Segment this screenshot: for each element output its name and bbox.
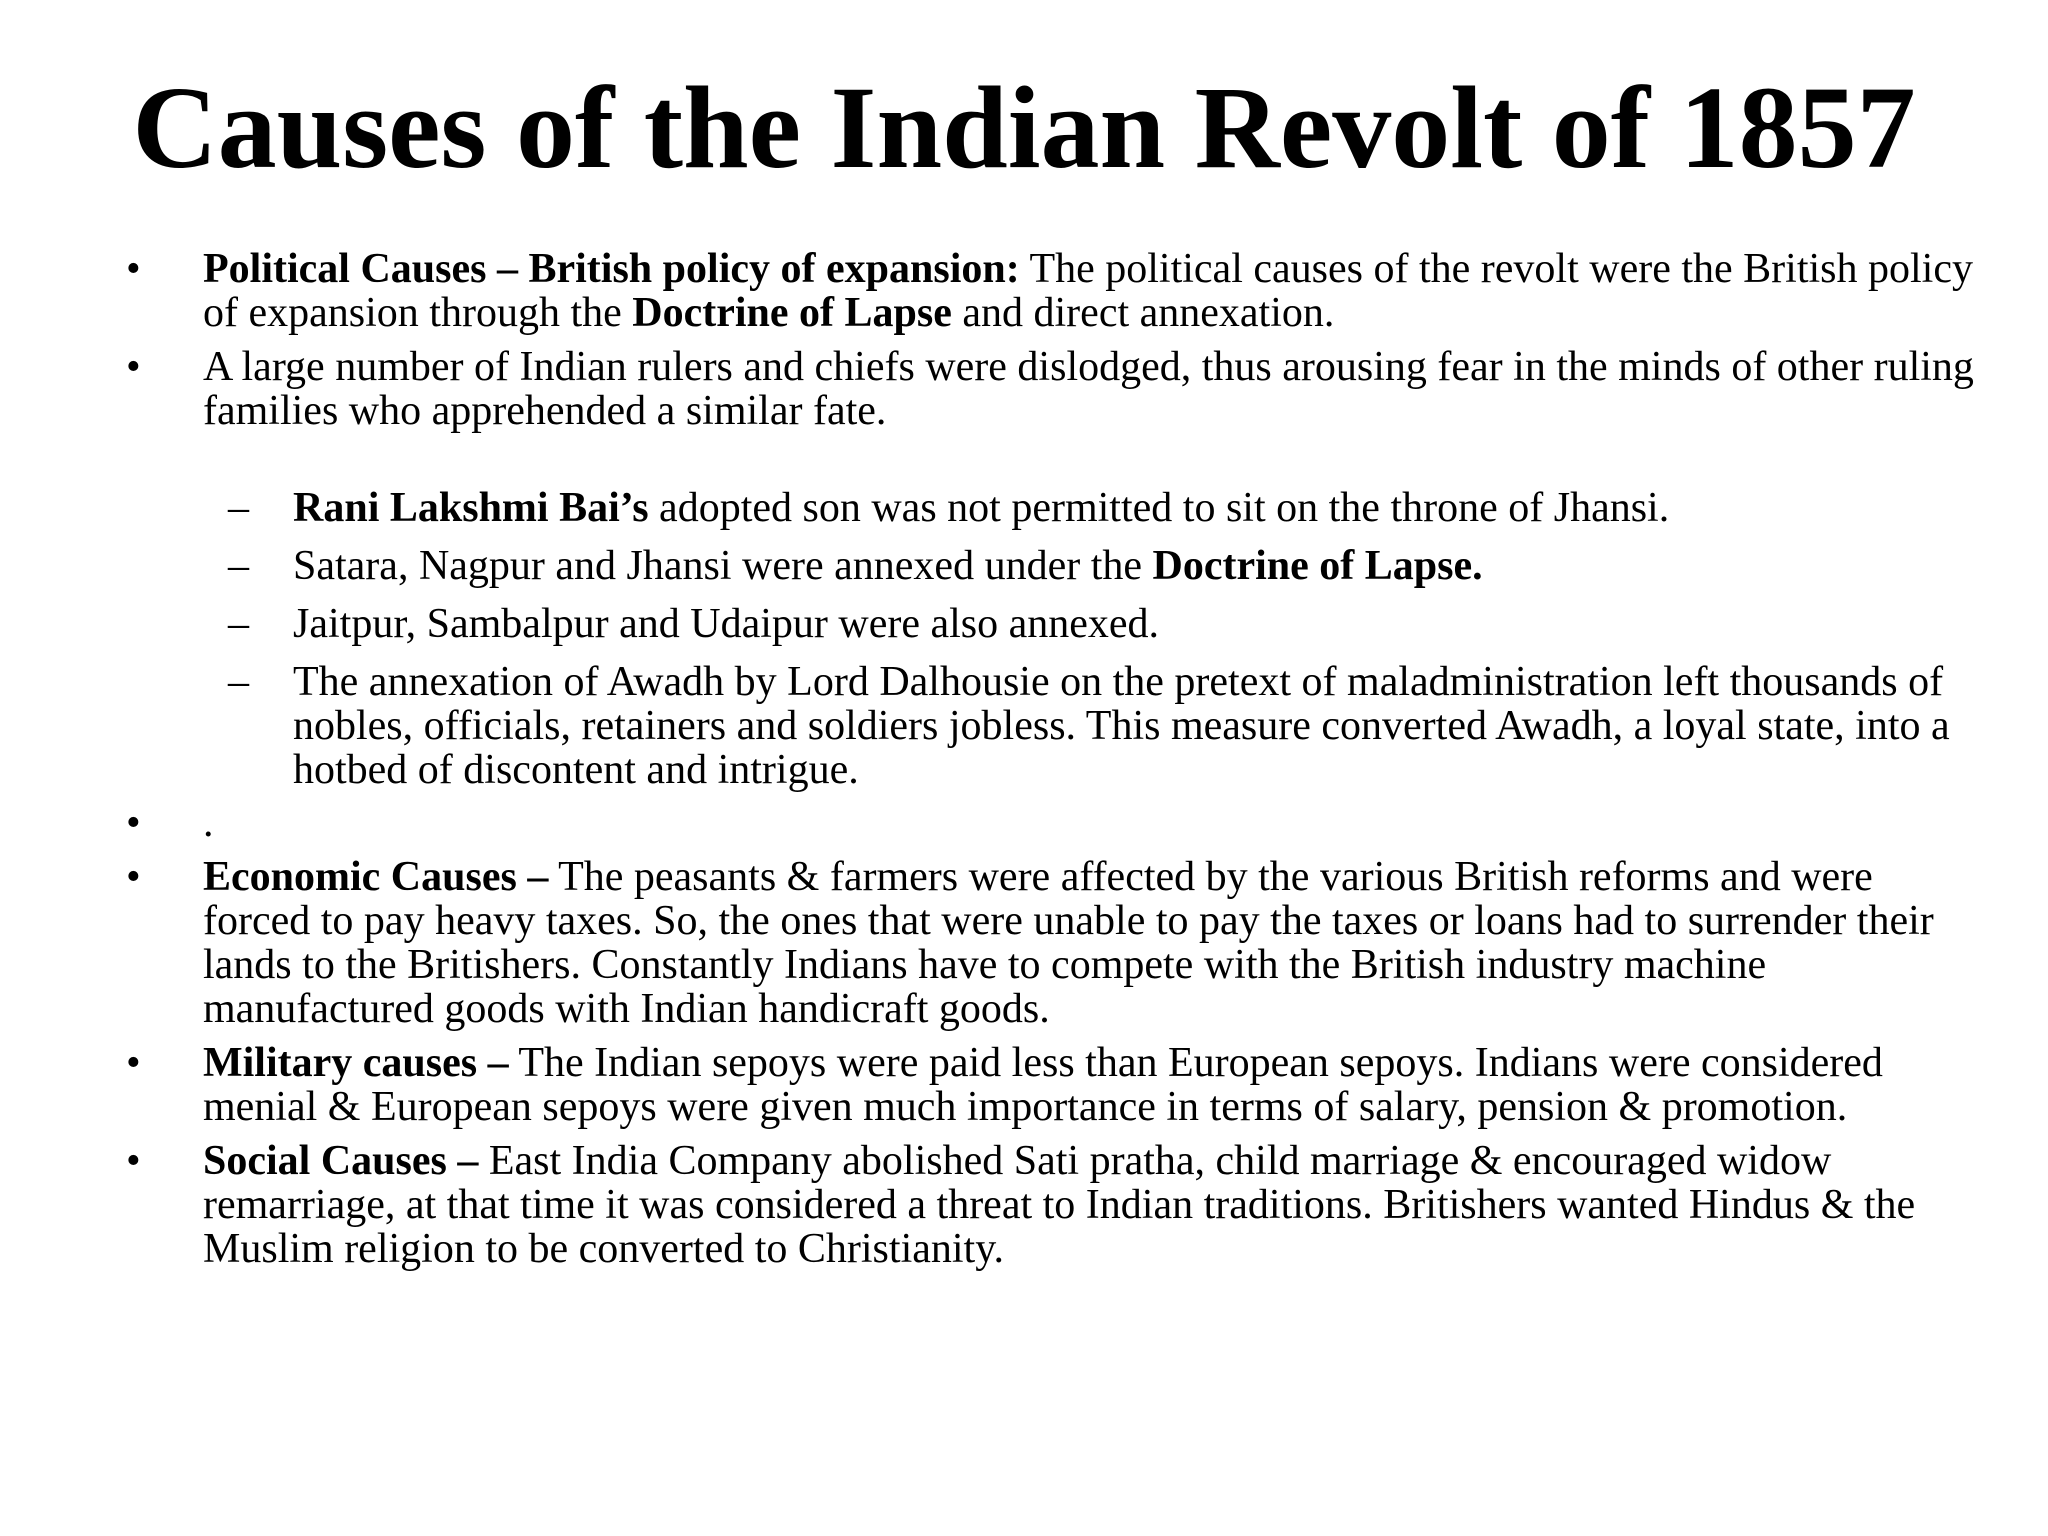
bullet-emphasis: Doctrine of Lapse <box>632 290 952 336</box>
dash-marker: – <box>228 659 249 705</box>
slide-body <box>0 247 2048 1271</box>
sub-item-awadh <box>0 660 2048 792</box>
dash-marker: – <box>228 543 249 589</box>
bullet-item-social <box>0 1139 2048 1271</box>
bullet-dot: • <box>126 1138 141 1184</box>
sub-item-text: The annexation of Awadh by Lord Dalhousie on the pretext of maladministration left thousands of nobles, officials, retainers and soldiers jobless. This measure converted Awadh, a loyal state, into a hotbed of discontent and intrigue. <box>293 659 1950 793</box>
bullet-item-military <box>0 1041 2048 1129</box>
sub-item-jaitpur <box>0 602 2048 646</box>
bullet-text: A large number of Indian rulers and chiefs were dislodged, thus arousing fear in the minds of other ruling families who apprehended a similar fate. <box>203 344 1974 434</box>
bullet-heading: Economic Causes – <box>203 854 549 900</box>
bullet-dot: • <box>126 246 141 292</box>
bullet-dot: • <box>126 344 141 390</box>
sub-item-emphasis: Doctrine of Lapse. <box>1152 543 1483 589</box>
bullet-text: and direct annexation. <box>951 290 1335 336</box>
bullet-dot: • <box>126 800 141 846</box>
bullet-dot: • <box>126 854 141 900</box>
bullet-text: The peasants & farmers were affected by the various British reforms and were forced to pay heavy taxes. So, the ones that were unable to pay the taxes or loans had to surrender their lands to the Britishers. Constantly Indians have to compete with the British industry machine manufactured goods with Indian handicraft goods. <box>203 854 1934 1032</box>
dash-marker: – <box>228 485 249 531</box>
sub-item-lakshmi-bai <box>0 486 2048 530</box>
bullet-item-political <box>0 247 2048 335</box>
dash-marker: – <box>228 601 249 647</box>
bullet-heading: Social Causes – <box>203 1138 479 1184</box>
bullet-item-period <box>0 801 2048 845</box>
sub-item-emphasis: Rani Lakshmi Bai’s <box>293 485 649 531</box>
bullet-text: East India Company abolished Sati pratha, child marriage & encouraged widow remarriage, at that time it was considered a threat to Indian traditions. Britishers wanted Hindus & the Muslim religion to be converted to Christianity. <box>203 1138 1916 1272</box>
bullet-text: The Indian sepoys were paid less than European sepoys. Indians were considered menial & European sepoys were given much importance in terms of salary, pension & promotion. <box>203 1040 1883 1130</box>
bullet-item-economic <box>0 855 2048 1031</box>
sub-item-text: Satara, Nagpur and Jhansi were annexed under the <box>293 543 1153 589</box>
sub-item-text: Jaitpur, Sambalpur and Udaipur were also annexed. <box>293 601 1160 647</box>
sub-item-satara <box>0 544 2048 588</box>
sub-item-text: adopted son was not permitted to sit on the throne of Jhansi. <box>648 485 1670 531</box>
bullet-heading: Military causes – <box>203 1040 509 1086</box>
bullet-item-rulers <box>0 345 2048 433</box>
bullet-dot: • <box>126 1040 141 1086</box>
bullet-text: The political causes of the revolt were the British policy of expansion through the <box>203 246 1973 336</box>
bullet-text: . <box>203 800 214 846</box>
bullet-heading: Political Causes – British policy of expansion: <box>203 246 1020 292</box>
slide-title: Causes of the Indian Revolt of 1857 <box>132 62 1916 193</box>
